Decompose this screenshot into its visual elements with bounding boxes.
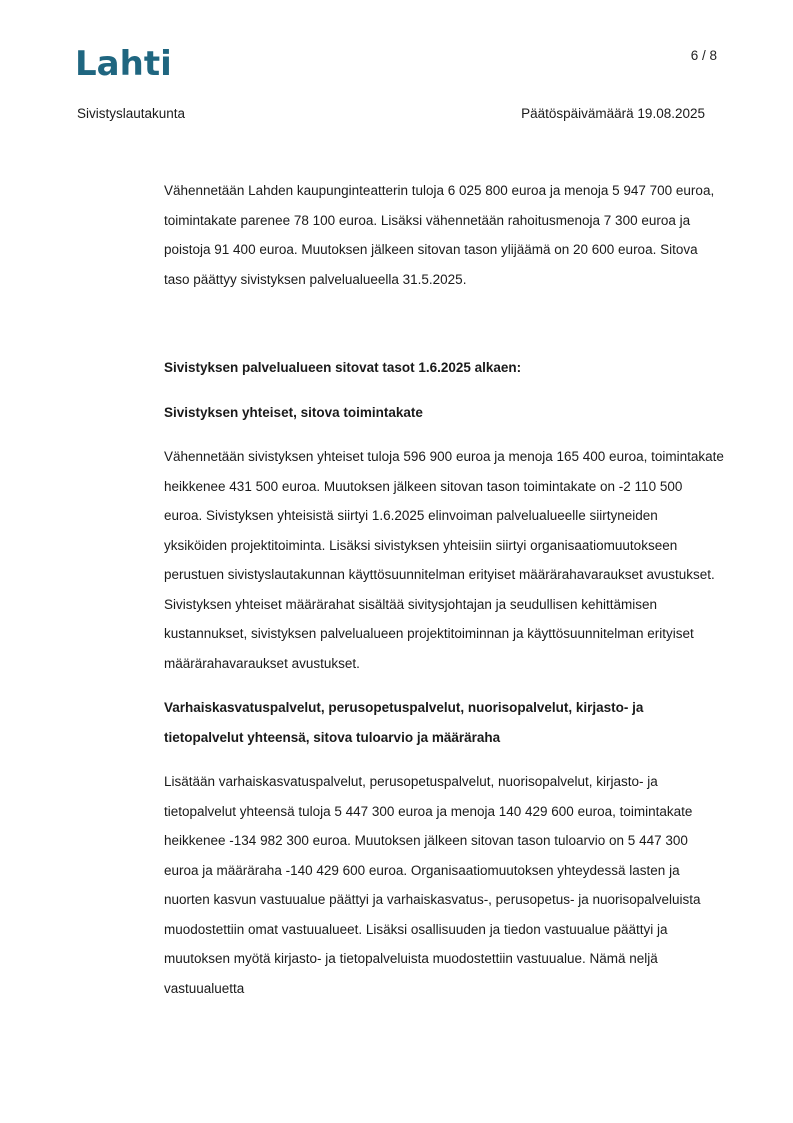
- document-body: [164, 176, 724, 1018]
- section1-heading: Sivistyksen yhteiset, sitova toimintakate: [164, 404, 423, 420]
- section2-paragraph: Lisätään varhaiskasvatuspalvelut, perusopetuspalvelut, nuorisopalvelut, kirjasto- ja tietopalvelut yhteensä tuloja 5 447 300 euroa ja menoja 140 429 600 euroa, toimintakate heikkenee -134 982 300 euroa. Muutoksen jälkeen sitovan tason tuloarvio on 5 447 300 euroa ja määräraha -140 429 600 euroa. Organisaatiomuutoksen yhteydessä lasten ja nuorten kasvun vastuualue päättyi ja varhaiskasvatus-, perusopetus- ja nuorisopalveluista muodostettiin omat vastuualueet. Lisäksi osallisuuden ja tiedon vastuualue päättyi ja muutoksen myötä kirjasto- ja tietopalveluista muodostettiin vastuualue. Nämä neljä vastuualuetta: [164, 774, 701, 996]
- page-number: 6 / 8: [690, 48, 717, 63]
- intro-paragraph: Vähennetään Lahden kaupunginteatterin tuloja 6 025 800 euroa ja menoja 5 947 700 euroa, toimintakate parenee 78 100 euroa. Lisäksi vähennetään rahoitusmenoja 7 300 euroa ja poistoja 91 400 euroa. Muutoksen jälkeen sitovan tason ylijäämä on 20 600 euroa. Sitova taso päättyy sivistyksen palvelualueella 31.5.2025.: [164, 183, 715, 287]
- section1-paragraph: Vähennetään sivistyksen yhteiset tuloja 596 900 euroa ja menoja 165 400 euroa, toimintakate heikkenee 431 500 euroa. Muutoksen jälkeen sitovan tason toimintakate on -2 110 500 euroa. Sivistyksen yhteisistä siirtyi 1.6.2025 elinvoiman palvelualueelle siirtyneiden yksiköiden projektitoiminta. Lisäksi sivistyksen yhteisiin siirtyi organisaatiomuutokseen perustuen sivistyslautakunnan käyttösuunnitelman erityiset määrärahavaraukset avustukset. Sivistyksen yhteiset määrärahat sisältää sivitysjohtajan ja seudullisen kehittämisen kustannukset, sivistyksen palvelualueen projektitoiminnan ja käyttösuunnitelman erityiset määrärahavaraukset avustukset.: [164, 449, 724, 671]
- department-name: Sivistyslautakunta: [77, 106, 186, 121]
- lahti-logo: Lahti: [75, 44, 172, 84]
- decision-date: Päätöspäivämäärä 19.08.2025: [521, 106, 705, 121]
- main-heading: Sivistyksen palvelualueen sitovat tasot 1.6.2025 alkaen:: [164, 360, 522, 375]
- section2-heading: Varhaiskasvatuspalvelut, perusopetuspalvelut, nuorisopalvelut, kirjasto- ja tietopalvelut yhteensä, sitova tuloarvio ja määräraha: [164, 700, 644, 745]
